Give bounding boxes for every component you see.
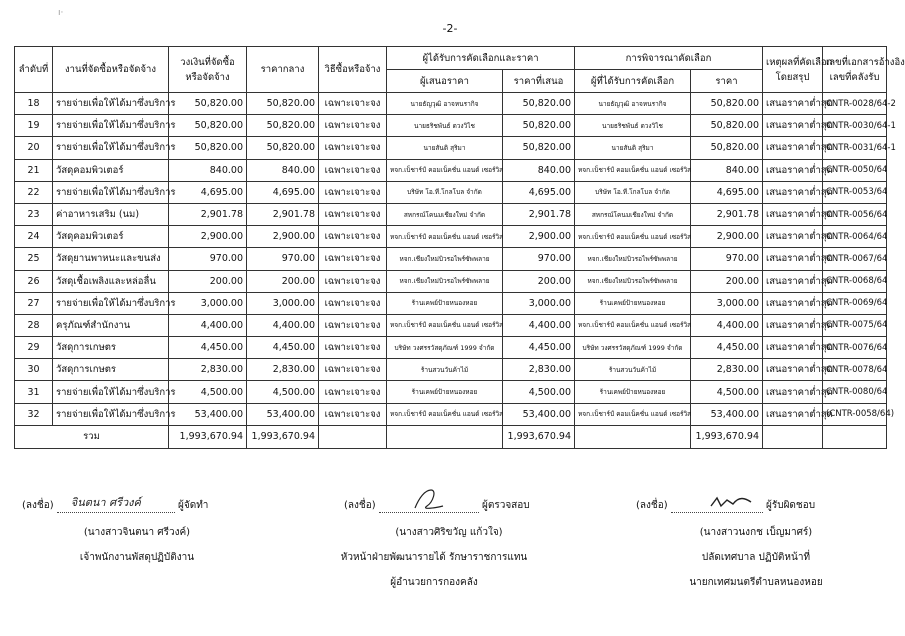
row-bid: 2,900.00 bbox=[503, 226, 575, 248]
procurement-table bbox=[14, 46, 905, 449]
sign-prefix: (ลงชื่อ) bbox=[22, 500, 54, 511]
row-reason: เสนอราคาต่ำสุด bbox=[763, 159, 823, 181]
header-budget-line1: วงเงินที่จัดซื้อ bbox=[180, 56, 235, 68]
table-row bbox=[15, 403, 887, 425]
page-mark: ı· bbox=[58, 8, 64, 18]
row-reason: เสนอราคาต่ำสุด bbox=[763, 137, 823, 159]
row-method: เฉพาะเจาะจง bbox=[319, 248, 387, 270]
row-method: เฉพาะเจาะจง bbox=[319, 403, 387, 425]
row-reason: เสนอราคาต่ำสุด bbox=[763, 181, 823, 203]
row-item: ครุภัณฑ์สำนักงาน bbox=[53, 314, 169, 336]
row-doc: CNTR-0076/64 bbox=[823, 337, 887, 359]
row-selected: ร้านเคพย์ป้ายหนองหอย bbox=[575, 381, 691, 403]
row-bidder: หจก.เบ็ชาร์ป์ คอมเน็คชั่น แอนด์ เซอร์วิส bbox=[387, 314, 503, 336]
row-budget: 970.00 bbox=[169, 248, 247, 270]
row-item: วัสดุการเกษตร bbox=[53, 337, 169, 359]
header-doc-line2: เลขที่คลังรับ bbox=[829, 71, 880, 83]
row-price: 4,450.00 bbox=[691, 337, 763, 359]
row-reason: เสนอราคาต่ำสุด bbox=[763, 381, 823, 403]
row-median: 4,500.00 bbox=[247, 381, 319, 403]
row-price: 4,695.00 bbox=[691, 181, 763, 203]
header-reason bbox=[763, 47, 833, 93]
row-price: 4,400.00 bbox=[691, 314, 763, 336]
row-bidder: หจก.เบ็ชาร์ป์ คอมเน็คชั่น แอนด์ เซอร์วิส bbox=[387, 403, 503, 425]
row-bid: 2,830.00 bbox=[503, 359, 575, 381]
row-price: 4,500.00 bbox=[691, 381, 763, 403]
header-no: ลำดับที่ bbox=[15, 47, 53, 93]
row-number: 29 bbox=[15, 337, 53, 359]
row-selected: บริษัท โอ.ที.โกลโบล จำกัด bbox=[575, 181, 691, 203]
table-row bbox=[15, 159, 887, 181]
header-item: งานที่จัดซื้อหรือจัดจ้าง bbox=[53, 47, 169, 93]
sign-prefix: (ลงชื่อ) bbox=[636, 500, 668, 511]
header-selection-group: การพิจารณาคัดเลือก bbox=[575, 47, 763, 70]
row-selected: บริษัท วงศรรวัสดุภัณฑ์ 1999 จำกัด bbox=[575, 337, 691, 359]
row-doc: CNTR-0078/64 bbox=[823, 359, 887, 381]
row-budget: 50,820.00 bbox=[169, 93, 247, 115]
row-bid: 4,695.00 bbox=[503, 181, 575, 203]
row-median: 53,400.00 bbox=[247, 403, 319, 425]
row-number: 19 bbox=[15, 115, 53, 137]
row-bid: 840.00 bbox=[503, 159, 575, 181]
row-bidder: ร้านเคพย์ป้ายหนองหอย bbox=[387, 292, 503, 314]
row-bid: 4,400.00 bbox=[503, 314, 575, 336]
signature-block-responsible bbox=[636, 498, 876, 590]
sign-role: ผู้รับผิดชอบ bbox=[765, 500, 816, 511]
row-bidder: นายสันติ สุริมา bbox=[387, 137, 503, 159]
row-number: 25 bbox=[15, 248, 53, 270]
row-bid: 2,901.78 bbox=[503, 203, 575, 225]
header-bid-price: ราคาที่เสนอ bbox=[503, 70, 575, 93]
row-selected: สหกรณ์โคนมเชียงใหม่ จำกัด bbox=[575, 203, 691, 225]
row-method: เฉพาะเจาะจง bbox=[319, 115, 387, 137]
row-number: 30 bbox=[15, 359, 53, 381]
row-reason: เสนอราคาต่ำสุด bbox=[763, 270, 823, 292]
row-median: 50,820.00 bbox=[247, 137, 319, 159]
row-number: 22 bbox=[15, 181, 53, 203]
row-method: เฉพาะเจาะจง bbox=[319, 292, 387, 314]
table-row bbox=[15, 381, 887, 403]
row-price: 53,400.00 bbox=[691, 403, 763, 425]
table-row bbox=[15, 359, 887, 381]
row-number: 23 bbox=[15, 203, 53, 225]
row-method: เฉพาะเจาะจง bbox=[319, 359, 387, 381]
row-number: 26 bbox=[15, 270, 53, 292]
row-item: รายจ่ายเพื่อให้ได้มาซึ่งบริการ bbox=[53, 403, 169, 425]
row-bid: 50,820.00 bbox=[503, 93, 575, 115]
row-selected: หจก.เบ็ชาร์ป์ คอมเน็คชั่น แอนด์ เซอร์วิส bbox=[575, 226, 691, 248]
row-budget: 50,820.00 bbox=[169, 115, 247, 137]
sign-role: ผู้จัดทำ bbox=[177, 500, 209, 511]
row-bidder: บริษัท โอ.ที.โกลโบล จำกัด bbox=[387, 181, 503, 203]
row-bid: 53,400.00 bbox=[503, 403, 575, 425]
row-selected: ร้านสวนวันค้าไม้ bbox=[575, 359, 691, 381]
row-median: 970.00 bbox=[247, 248, 319, 270]
header-doc-line1: เลขที่เอกสารอ้างอิง bbox=[826, 56, 905, 68]
row-bid: 50,820.00 bbox=[503, 115, 575, 137]
row-bidder: สหกรณ์โคนมเชียงใหม่ จำกัด bbox=[387, 203, 503, 225]
row-item: รายจ่ายเพื่อให้ได้มาซึ่งบริการ bbox=[53, 115, 169, 137]
signer-title: เจ้าพนักงานพัสดุปฏิบัติงาน bbox=[79, 552, 195, 563]
row-method: เฉพาะเจาะจง bbox=[319, 381, 387, 403]
row-method: เฉพาะเจาะจง bbox=[319, 181, 387, 203]
header-reason-line1: เหตุผลที่คัดเลือก bbox=[766, 56, 833, 68]
signer-name: (นางสาวนงกช เบ็ญมาศร์) bbox=[699, 527, 813, 538]
row-doc: CNTR-0080/64 bbox=[823, 381, 887, 403]
total-empty-doc bbox=[823, 425, 887, 448]
table-row bbox=[15, 93, 887, 115]
total-bid: 1,993,670.94 bbox=[503, 425, 575, 448]
row-median: 200.00 bbox=[247, 270, 319, 292]
row-item: รายจ่ายเพื่อให้ได้มาซึ่งบริการ bbox=[53, 292, 169, 314]
row-price: 2,901.78 bbox=[691, 203, 763, 225]
row-number: 27 bbox=[15, 292, 53, 314]
row-selected: หจก.เบ็ชาร์ป์ คอมเน็คชั่น แอนด์ เซอร์วิส bbox=[575, 403, 691, 425]
row-selected: หจก.เบ็ชาร์ป์ คอมเน็คชั่น แอนด์ เซอร์วิส bbox=[575, 314, 691, 336]
row-number: 32 bbox=[15, 403, 53, 425]
row-median: 50,820.00 bbox=[247, 115, 319, 137]
signature-line bbox=[57, 498, 175, 513]
row-budget: 840.00 bbox=[169, 159, 247, 181]
row-method: เฉพาะเจาะจง bbox=[319, 270, 387, 292]
row-doc: CNTR-0030/64-1 bbox=[823, 115, 887, 137]
row-bidder: ร้านสวนวันค้าไม้ bbox=[387, 359, 503, 381]
row-doc: (CNTR-0058/64) bbox=[823, 403, 887, 425]
row-doc: CNTR-0056/64 bbox=[823, 203, 887, 225]
table-row bbox=[15, 248, 887, 270]
header-budget-line2: หรือจัดจ้าง bbox=[185, 71, 230, 83]
total-empty-method bbox=[319, 425, 387, 448]
row-item: รายจ่ายเพื่อให้ได้มาซึ่งบริการ bbox=[53, 137, 169, 159]
row-median: 4,400.00 bbox=[247, 314, 319, 336]
table-row bbox=[15, 181, 887, 203]
row-number: 18 bbox=[15, 93, 53, 115]
signature-line bbox=[671, 498, 763, 513]
row-bid: 970.00 bbox=[503, 248, 575, 270]
row-price: 50,820.00 bbox=[691, 93, 763, 115]
sign-prefix: (ลงชื่อ) bbox=[344, 500, 376, 511]
row-bidder: หจก.เชียงใหม่บิวรอไพร์ซัพพลาย bbox=[387, 270, 503, 292]
row-budget: 53,400.00 bbox=[169, 403, 247, 425]
row-method: เฉพาะเจาะจง bbox=[319, 337, 387, 359]
row-price: 3,000.00 bbox=[691, 292, 763, 314]
row-selected: หจก.เชียงใหม่บิวรอไพร์ซัพพลาย bbox=[575, 270, 691, 292]
signature-scribble bbox=[409, 484, 449, 514]
row-reason: เสนอราคาต่ำสุด bbox=[763, 203, 823, 225]
handwritten-signature: จินตนา ศรีวงค์ bbox=[70, 496, 141, 509]
row-doc: CNTR-0064/64 bbox=[823, 226, 887, 248]
row-doc: CNTR-0053/64 bbox=[823, 181, 887, 203]
header-budget bbox=[169, 47, 247, 93]
row-reason: เสนอราคาต่ำสุด bbox=[763, 93, 823, 115]
total-empty-reason bbox=[763, 425, 823, 448]
header-selected: ผู้ที่ได้รับการคัดเลือก bbox=[575, 70, 691, 93]
row-budget: 4,500.00 bbox=[169, 381, 247, 403]
signature-block-preparer bbox=[22, 498, 282, 565]
row-median: 2,901.78 bbox=[247, 203, 319, 225]
row-budget: 2,901.78 bbox=[169, 203, 247, 225]
row-number: 20 bbox=[15, 137, 53, 159]
row-selected: ร้านเคพย์ป้ายหนองหอย bbox=[575, 292, 691, 314]
row-reason: เสนอราคาต่ำสุด bbox=[763, 337, 823, 359]
row-reason: เสนอราคาต่ำสุด bbox=[763, 248, 823, 270]
signature-line bbox=[379, 498, 479, 513]
row-method: เฉพาะเจาะจง bbox=[319, 226, 387, 248]
row-price: 2,900.00 bbox=[691, 226, 763, 248]
table-body bbox=[15, 93, 896, 426]
row-budget: 4,695.00 bbox=[169, 181, 247, 203]
table-row bbox=[15, 314, 887, 336]
row-number: 28 bbox=[15, 314, 53, 336]
row-median: 50,820.00 bbox=[247, 93, 319, 115]
row-selected: หจก.เบ็ชาร์ป์ คอมเน็คชั่น แอนด์ เซอร์วิส bbox=[575, 159, 691, 181]
row-budget: 4,450.00 bbox=[169, 337, 247, 359]
row-budget: 2,900.00 bbox=[169, 226, 247, 248]
header-doc bbox=[823, 47, 905, 93]
row-item: รายจ่ายเพื่อให้ได้มาซึ่งบริการ bbox=[53, 381, 169, 403]
row-item: วัสดุยานพาหนะและขนส่ง bbox=[53, 248, 169, 270]
row-price: 840.00 bbox=[691, 159, 763, 181]
row-bidder: หจก.เชียงใหม่บิวรอไพร์ซัพพลาย bbox=[387, 248, 503, 270]
row-median: 4,450.00 bbox=[247, 337, 319, 359]
row-bid: 3,000.00 bbox=[503, 292, 575, 314]
row-price: 50,820.00 bbox=[691, 137, 763, 159]
row-doc: CNTR-0028/64-2 bbox=[823, 93, 887, 115]
header-median-price: ราคากลาง bbox=[247, 47, 319, 93]
row-doc: CNTR-0075/64 bbox=[823, 314, 887, 336]
row-item: ค่าอาหารเสริม (นม) bbox=[53, 203, 169, 225]
row-selected: หจก.เชียงใหม่บิวรอไพร์ซัพพลาย bbox=[575, 248, 691, 270]
table-row bbox=[15, 137, 887, 159]
sign-role: ผู้ตรวจสอบ bbox=[481, 500, 530, 511]
row-number: 24 bbox=[15, 226, 53, 248]
row-price: 970.00 bbox=[691, 248, 763, 270]
row-method: เฉพาะเจาะจง bbox=[319, 314, 387, 336]
row-bid: 4,450.00 bbox=[503, 337, 575, 359]
row-item: วัสดุคอมพิวเตอร์ bbox=[53, 226, 169, 248]
row-reason: เสนอราคาต่ำสุด bbox=[763, 359, 823, 381]
header-method: วิธีซื้อหรือจ้าง bbox=[319, 47, 387, 93]
row-method: เฉพาะเจาะจง bbox=[319, 137, 387, 159]
row-doc: CNTR-0069/64 bbox=[823, 292, 887, 314]
table-row bbox=[15, 337, 887, 359]
row-item: รายจ่ายเพื่อให้ได้มาซึ่งบริการ bbox=[53, 93, 169, 115]
row-number: 31 bbox=[15, 381, 53, 403]
signer-title-1: ปลัดเทศบาล ปฏิบัติหน้าที่ bbox=[701, 552, 811, 563]
table-row bbox=[15, 270, 887, 292]
row-budget: 2,830.00 bbox=[169, 359, 247, 381]
signer-title-1: หัวหน้าฝ่ายพัฒนารายได้ รักษาราชการแทน bbox=[340, 552, 528, 563]
row-price: 50,820.00 bbox=[691, 115, 763, 137]
signer-name: (นางสาวศิริขวัญ แก้วใจ) bbox=[395, 527, 503, 538]
row-reason: เสนอราคาต่ำสุด bbox=[763, 226, 823, 248]
header-price: ราคา bbox=[691, 70, 763, 93]
table-row bbox=[15, 203, 887, 225]
signature-block-checker bbox=[340, 498, 564, 590]
row-selected: นายสันติ สุริมา bbox=[575, 137, 691, 159]
row-median: 840.00 bbox=[247, 159, 319, 181]
row-item: วัสดุคอมพิวเตอร์ bbox=[53, 159, 169, 181]
row-bidder: บริษัท วงศรรวัสดุภัณฑ์ 1999 จำกัด bbox=[387, 337, 503, 359]
row-price: 200.00 bbox=[691, 270, 763, 292]
row-method: เฉพาะเจาะจง bbox=[319, 159, 387, 181]
row-item: รายจ่ายเพื่อให้ได้มาซึ่งบริการ bbox=[53, 181, 169, 203]
table-row bbox=[15, 226, 887, 248]
total-empty-selected bbox=[575, 425, 691, 448]
row-doc: CNTR-0050/64 bbox=[823, 159, 887, 181]
row-budget: 4,400.00 bbox=[169, 314, 247, 336]
row-bidder: หจก.เบ็ชาร์ป์ คอมเน็คชั่น แอนด์ เซอร์วิส bbox=[387, 226, 503, 248]
row-item: วัสดุการเกษตร bbox=[53, 359, 169, 381]
total-label: รวม bbox=[15, 425, 169, 448]
row-doc: CNTR-0031/64-1 bbox=[823, 137, 887, 159]
row-doc: CNTR-0068/64 bbox=[823, 270, 887, 292]
row-reason: เสนอราคาต่ำสุด bbox=[763, 314, 823, 336]
header-bidders-group: ผู้ได้รับการคัดเลือกและราคา bbox=[387, 47, 575, 70]
row-item: วัสดุเชื้อเพลิงและหล่อลื่น bbox=[53, 270, 169, 292]
row-budget: 200.00 bbox=[169, 270, 247, 292]
signer-title-2: นายกเทศมนตรีตำบลหนองหอย bbox=[689, 577, 823, 588]
row-bidder: นายธริชพันธ์ ดวงวิไช bbox=[387, 115, 503, 137]
row-selected: นายธริชพันธ์ ดวงวิไช bbox=[575, 115, 691, 137]
header-bidder: ผู้เสนอราคา bbox=[387, 70, 503, 93]
row-method: เฉพาะเจาะจง bbox=[319, 203, 387, 225]
row-budget: 3,000.00 bbox=[169, 292, 247, 314]
signer-title-2: ผู้อำนวยการกองคลัง bbox=[390, 577, 478, 588]
total-budget: 1,993,670.94 bbox=[169, 425, 247, 448]
row-bid: 4,500.00 bbox=[503, 381, 575, 403]
row-reason: เสนอราคาต่ำสุด bbox=[763, 292, 823, 314]
page-number: -2- bbox=[442, 22, 458, 35]
row-median: 2,830.00 bbox=[247, 359, 319, 381]
total-median: 1,993,670.94 bbox=[247, 425, 319, 448]
table-row bbox=[15, 115, 887, 137]
signer-name: (นางสาวจินตนา ศรีวงค์) bbox=[83, 527, 191, 538]
row-reason: เสนอราคาต่ำสุด bbox=[763, 115, 823, 137]
header-reason-line2: โดยสรุป bbox=[775, 71, 810, 83]
row-bid: 50,820.00 bbox=[503, 137, 575, 159]
row-price: 2,830.00 bbox=[691, 359, 763, 381]
row-bidder: ร้านเคพย์ป้ายหนองหอย bbox=[387, 381, 503, 403]
total-row bbox=[15, 425, 887, 448]
row-bidder: หจก.เบ็ชาร์ป์ คอมเน็คชั่น แอนด์ เซอร์วิส bbox=[387, 159, 503, 181]
row-budget: 50,820.00 bbox=[169, 137, 247, 159]
row-reason: เสนอราคาต่ำสุด bbox=[763, 403, 823, 425]
table-row bbox=[15, 292, 887, 314]
row-method: เฉพาะเจาะจง bbox=[319, 93, 387, 115]
row-bidder: นายธัญวุฒิ อาจหนรากิจ bbox=[387, 93, 503, 115]
row-median: 4,695.00 bbox=[247, 181, 319, 203]
row-selected: นายธัญวุฒิ อาจหนรากิจ bbox=[575, 93, 691, 115]
total-empty-bidder bbox=[387, 425, 503, 448]
row-median: 2,900.00 bbox=[247, 226, 319, 248]
row-bid: 200.00 bbox=[503, 270, 575, 292]
total-price: 1,993,670.94 bbox=[691, 425, 763, 448]
row-number: 21 bbox=[15, 159, 53, 181]
row-doc: CNTR-0067/64 bbox=[823, 248, 887, 270]
row-median: 3,000.00 bbox=[247, 292, 319, 314]
signature-scribble bbox=[707, 492, 757, 512]
